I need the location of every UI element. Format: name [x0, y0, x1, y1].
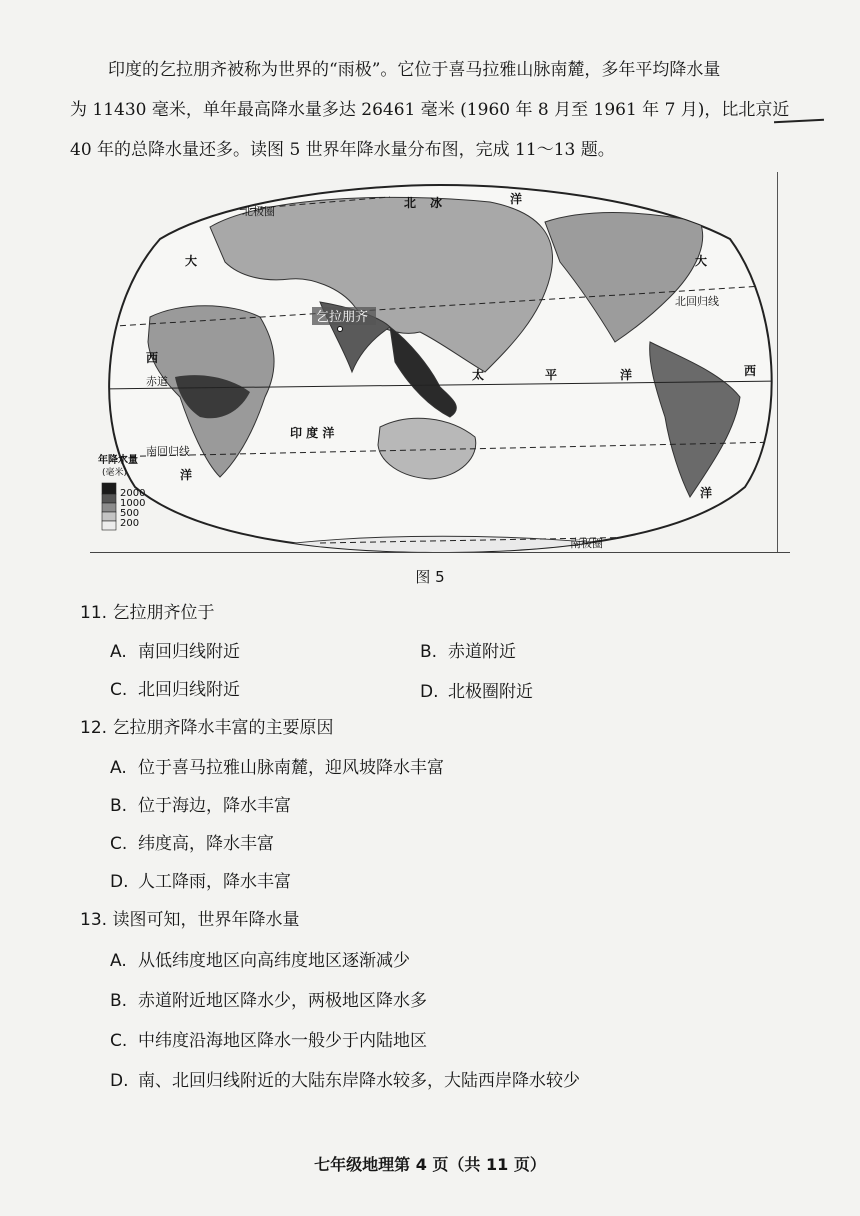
option-text: 人工降雨，降水丰富	[138, 872, 291, 892]
map-label-indian-ocean: 印 度 洋	[290, 426, 335, 440]
option-text: 北回归线附近	[138, 680, 240, 700]
option-text: 赤道附近	[448, 642, 516, 662]
option-text: 中纬度沿海地区降水一般少于内陆地区	[138, 1031, 427, 1051]
q12-option-b[interactable]	[110, 791, 291, 816]
legend-level-2000: 2000	[120, 488, 146, 499]
world-precipitation-map	[90, 167, 790, 553]
q11-option-c[interactable]	[110, 675, 240, 700]
map-label-tai: 太	[472, 368, 485, 382]
option-letter: D.	[420, 682, 439, 702]
option-text: 位于喜马拉雅山脉南麓，迎风坡降水丰富	[138, 758, 444, 778]
option-letter: B.	[110, 991, 128, 1011]
option-text: 南、北回归线附近的大陆东岸降水较多，大陆西岸降水较少	[138, 1071, 580, 1091]
page-footer: 七年级地理第 4 页（共 11 页）	[314, 1155, 546, 1174]
option-letter: B.	[110, 796, 128, 816]
legend-swatch-500-1000	[102, 503, 116, 512]
q12-option-c[interactable]	[110, 829, 274, 854]
question-13	[80, 905, 299, 930]
option-letter: C.	[110, 834, 128, 854]
map-label-xi-left: 西	[146, 351, 159, 365]
option-letter: B.	[420, 642, 438, 662]
map-label-yang-left: 洋	[180, 468, 193, 482]
option-letter: C.	[110, 680, 128, 700]
legend-level-1000: 1000	[120, 498, 146, 509]
option-letter: D.	[110, 872, 129, 892]
q12-option-d[interactable]	[110, 867, 291, 892]
map-label-yang-right: 洋	[700, 486, 713, 500]
legend-level-200: 200	[120, 518, 140, 529]
option-text: 纬度高，降水丰富	[138, 834, 274, 854]
map-label-cherrapunji: 乞拉朋齐	[316, 310, 369, 325]
question-number: 12.	[80, 718, 108, 738]
q12-option-a[interactable]	[110, 753, 444, 778]
question-11	[80, 598, 214, 623]
q13-option-c[interactable]	[110, 1026, 427, 1051]
legend-swatch-below-200	[102, 521, 116, 530]
map-label-tropic-capricorn: 南回归线	[146, 445, 190, 458]
option-text: 赤道附近地区降水少，两极地区降水多	[138, 991, 427, 1011]
map-label-ice: 冰	[430, 196, 443, 210]
intro-line-2: 为 11430 毫米，单年最高降水量多达 26461 毫米 (1960 年 8 月至 1961 年 7 月)，比北京近	[70, 100, 790, 120]
map-label-tropic-cancer: 北回归线	[675, 295, 719, 308]
map-label-ping: 平	[545, 368, 558, 382]
figure-caption: 图 5	[415, 568, 445, 586]
map-label-antarctic-circle: 南极圈	[570, 537, 603, 550]
option-letter: A.	[110, 951, 127, 971]
map-label-da-right: 大	[695, 254, 708, 268]
option-text: 从低纬度地区向高纬度地区逐渐减少	[138, 951, 410, 971]
question-number: 11.	[80, 603, 108, 623]
legend-swatch-above-2000	[102, 483, 116, 494]
question-12	[80, 713, 333, 738]
legend-swatch-200-500	[102, 512, 116, 521]
option-letter: A.	[110, 642, 127, 662]
q13-option-d[interactable]	[110, 1066, 580, 1091]
q13-option-a[interactable]	[110, 946, 410, 971]
option-text: 南回归线附近	[138, 642, 240, 662]
q11-option-a[interactable]	[110, 637, 240, 662]
map-label-yang-pacific: 洋	[620, 368, 633, 382]
map-label-da-left: 大	[185, 254, 198, 268]
intro-line-1: 印度的乞拉朋齐被称为世界的“雨极”。它位于喜马拉雅山脉南麓，多年平均降水量	[108, 60, 721, 80]
map-label-arctic-circle: 北极圈	[242, 205, 275, 218]
question-stem: 乞拉朋齐降水丰富的主要原因	[112, 718, 334, 738]
question-stem: 乞拉朋齐位于	[112, 603, 215, 623]
legend-level-500: 500	[120, 508, 140, 519]
option-letter: C.	[110, 1031, 128, 1051]
map-label-xi-right: 西	[744, 364, 757, 378]
q11-option-b[interactable]	[420, 637, 516, 662]
q13-option-b[interactable]	[110, 986, 427, 1011]
option-text: 位于海边，降水丰富	[138, 796, 291, 816]
option-text: 北极圈附近	[448, 682, 533, 702]
legend-unit: (毫米)	[102, 468, 128, 478]
map-label-equator: 赤道	[146, 375, 168, 388]
legend-title: 年降水量	[98, 455, 138, 466]
option-letter: A.	[110, 758, 127, 778]
q11-option-d[interactable]	[420, 677, 533, 702]
option-letter: D.	[110, 1071, 129, 1091]
legend-swatch-1000-2000	[102, 494, 116, 503]
question-number: 13.	[80, 910, 108, 930]
map-label-north: 北	[404, 196, 417, 210]
intro-line-3: 40 年的总降水量还多。读图 5 世界年降水量分布图，完成 11～13 题。	[70, 140, 615, 160]
map-label-ocean-arctic: 洋	[510, 192, 523, 206]
question-stem: 读图可知，世界年降水量	[112, 910, 300, 930]
